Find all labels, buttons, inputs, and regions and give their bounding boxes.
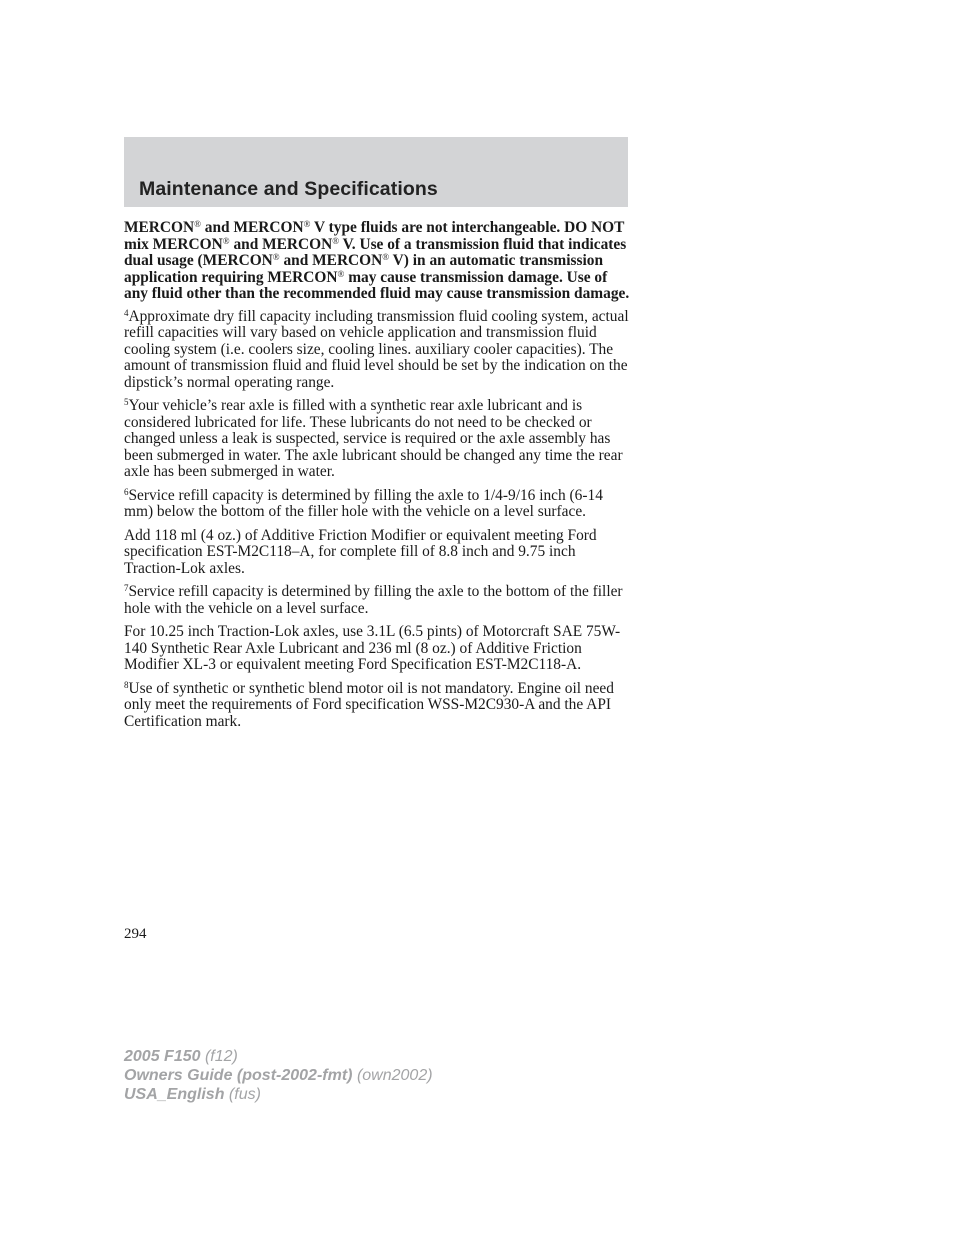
footnote-5 [124, 398, 630, 481]
section-header-band [124, 137, 628, 207]
document-footer [124, 1047, 433, 1104]
registered-mark: ® [222, 235, 230, 246]
footer-line-model [124, 1047, 433, 1066]
paragraph-text: Add 118 ml (4 oz.) of Additive Friction Modifier or equivalent meeting Ford specification EST-M2C118–A, for complete fill of 8.8 inch and 9.75 inch Traction-Lok axles. [124, 526, 597, 577]
footnote-7 [124, 584, 630, 617]
footnote-marker: 5 [124, 397, 129, 407]
footnote-6-continuation [124, 528, 630, 578]
registered-mark: ® [332, 235, 340, 246]
footnote-marker: 4 [124, 307, 129, 318]
warning-text: V type fluids are not interchangeable. DO NOT mix MERCON [124, 219, 625, 253]
registered-mark: ® [337, 268, 345, 279]
footnote-text: Service refill capacity is determined by filling the axle to 1/4-9/16 inch (6-14 mm) below the bottom of the filler hole with the vehicle on a level surface. [124, 486, 603, 520]
registered-mark: ® [382, 252, 390, 262]
warning-text: and MERCON [200, 219, 304, 236]
footer-guide: Owners Guide (post-2002-fmt) [124, 1067, 353, 1084]
paragraph-text: For 10.25 inch Traction-Lok axles, use 3.1L (6.5 pints) of Motorcraft SAE 75W-140 Synthetic Rear Axle Lubricant and 236 ml (8 oz.) of Additive Friction Modifier XL-3 or equivalent meeting Ford Specification EST-M2C118-A. [124, 623, 621, 673]
warning-text: may cause transmission damage. Use of any fluid other than the recommended fluid may cause transmission damage. [124, 268, 630, 302]
footer-line-guide [124, 1066, 433, 1085]
footnote-text: Approximate dry fill capacity including transmission fluid cooling system, actual refill capacities will vary based on vehicle application and transmission fluid cooling system (i.e. coolers size, cooling lines. auxiliary cooler capacities). The amount of transmission fluid and fluid level should be set by the indication on the dipstick’s normal operating range. [124, 307, 629, 391]
footnote-4 [124, 309, 630, 392]
footnote-marker: 8 [124, 679, 129, 690]
footnote-marker: 6 [124, 486, 129, 497]
footnote-text: Use of synthetic or synthetic blend motor oil is not mandatory. Engine oil need only meet the requirements of Ford specification WSS-M2C930-A and the API Certification mark. [124, 679, 614, 730]
warning-text: and MERCON [279, 252, 383, 269]
warning-text: V) in an automatic transmission application requiring MERCON [124, 252, 604, 286]
warning-text: V. Use of a transmission fluid that indicates dual usage (MERCON [124, 235, 627, 269]
footer-language: USA_English [124, 1086, 225, 1103]
warning-text: and MERCON [229, 235, 333, 253]
footer-model: 2005 F150 [124, 1048, 201, 1065]
footnote-7-continuation [124, 624, 630, 674]
footer-line-language [124, 1085, 433, 1104]
warning-text: MERCON [124, 219, 195, 236]
footer-guide-code: (own2002) [356, 1067, 433, 1084]
footnote-6 [124, 488, 630, 521]
transmission-fluid-warning [124, 220, 630, 303]
registered-mark: ® [272, 252, 280, 262]
registered-mark: ® [194, 219, 201, 229]
registered-mark: ® [303, 219, 311, 229]
footnote-marker: 7 [124, 583, 129, 593]
section-title: Maintenance and Specifications [139, 178, 438, 200]
footnote-8 [124, 681, 630, 731]
footer-language-code: (fus) [228, 1086, 261, 1103]
footnote-text: Your vehicle’s rear axle is filled with a synthetic rear axle lubricant and is considered lubricated for life. These lubricants do not need to be checked or changed unless a leak is suspected, service is required or the axle assembly has been submerged in water. The axle lubricant should be changed any time the rear axle has been submerged in water. [124, 397, 623, 480]
page-number: 294 [124, 926, 147, 942]
main-content [124, 220, 630, 737]
footnote-text: Service refill capacity is determined by filling the axle to the bottom of the filler hole with the vehicle on a level surface. [124, 583, 623, 617]
footer-model-code: (f12) [204, 1048, 238, 1065]
